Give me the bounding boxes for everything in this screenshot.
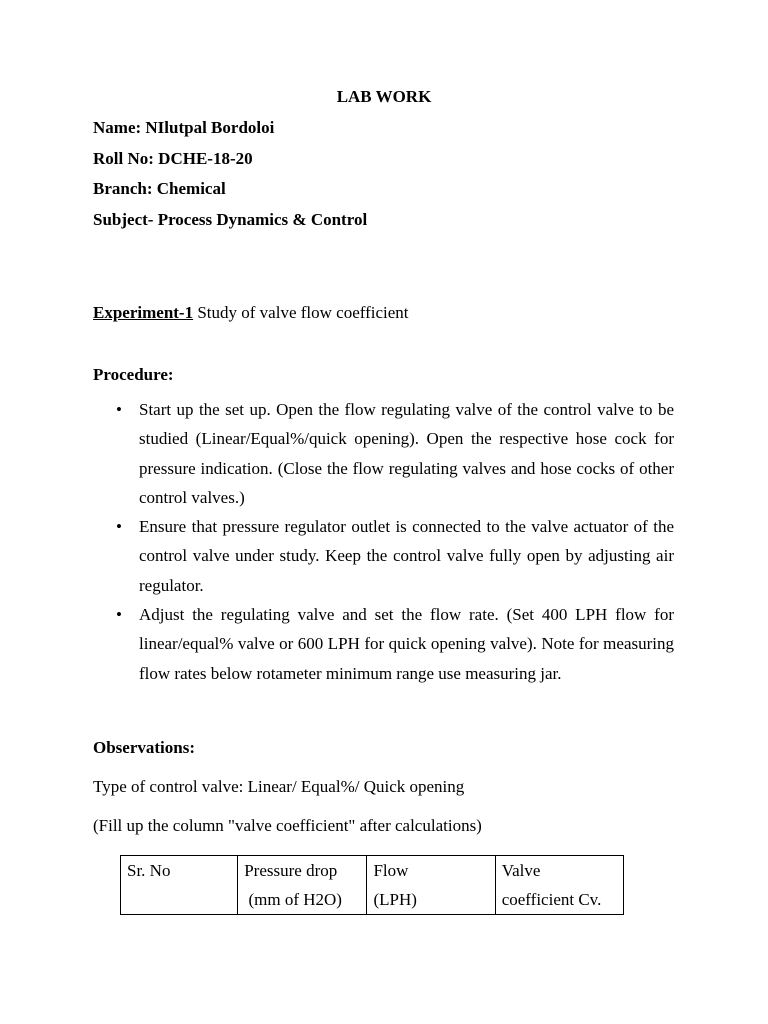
header-line: Valve <box>501 861 541 880</box>
procedure-step <box>93 600 674 688</box>
experiment-label: Experiment-1 <box>93 303 194 322</box>
header-line: (mm of H2O) <box>244 890 342 909</box>
bullet-icon: • <box>116 400 122 419</box>
procedure-step <box>93 512 674 600</box>
roll-number: Roll No: DCHE-18-20 <box>93 149 253 168</box>
header-line: (LPH) <box>373 890 417 909</box>
table-header-cell <box>238 856 367 915</box>
table-header-row <box>121 856 624 915</box>
header-line: Flow <box>373 861 409 880</box>
table-header-cell <box>495 856 623 915</box>
experiment-title: Study of valve flow coefficient <box>193 303 409 322</box>
table-header-cell <box>121 856 238 915</box>
header-line: Sr. No <box>127 861 171 880</box>
subject: Subject- Process Dynamics & Control <box>93 210 368 229</box>
observations-table <box>120 855 624 915</box>
procedure-step-text: Adjust the regulating valve and set the flow rate. (Set 400 LPH flow for linear/equal% valve or 600 LPH for quick opening valve). Note for measuring flow rates below rotameter minimum range use measuring jar. <box>139 605 674 683</box>
experiment-heading <box>93 303 409 323</box>
procedure-step-text: Start up the set up. Open the flow regulating valve of the control valve to be studied (Linear/Equal%/quick opening). Open the respective hose cock for pressure indication. (Close the flow regulating valves and hose cocks of other control valves.) <box>139 400 674 507</box>
header-line: Pressure drop <box>244 861 338 880</box>
bullet-icon: • <box>116 517 122 537</box>
header-line: coefficient Cv. <box>501 890 602 909</box>
procedure-step-text: Ensure that pressure regulator outlet is connected to the valve actuator of the control valve under study. Keep the control valve fully open by adjusting air regulator. <box>139 517 674 595</box>
valve-type-line: Type of control valve: Linear/ Equal%/ Quick opening <box>93 777 465 796</box>
student-name: Name: NIlutpal Bordoloi <box>93 118 275 137</box>
table-header-cell <box>367 856 495 915</box>
bullet-icon: • <box>116 605 122 625</box>
procedure-list <box>93 395 674 688</box>
procedure-heading: Procedure: <box>93 365 174 384</box>
document-title: LAB WORK <box>336 87 432 106</box>
branch: Branch: Chemical <box>93 179 226 198</box>
observations-heading: Observations: <box>93 738 195 757</box>
procedure-step <box>93 395 674 512</box>
calculation-note: (Fill up the column "valve coefficient" after calculations) <box>93 816 482 835</box>
